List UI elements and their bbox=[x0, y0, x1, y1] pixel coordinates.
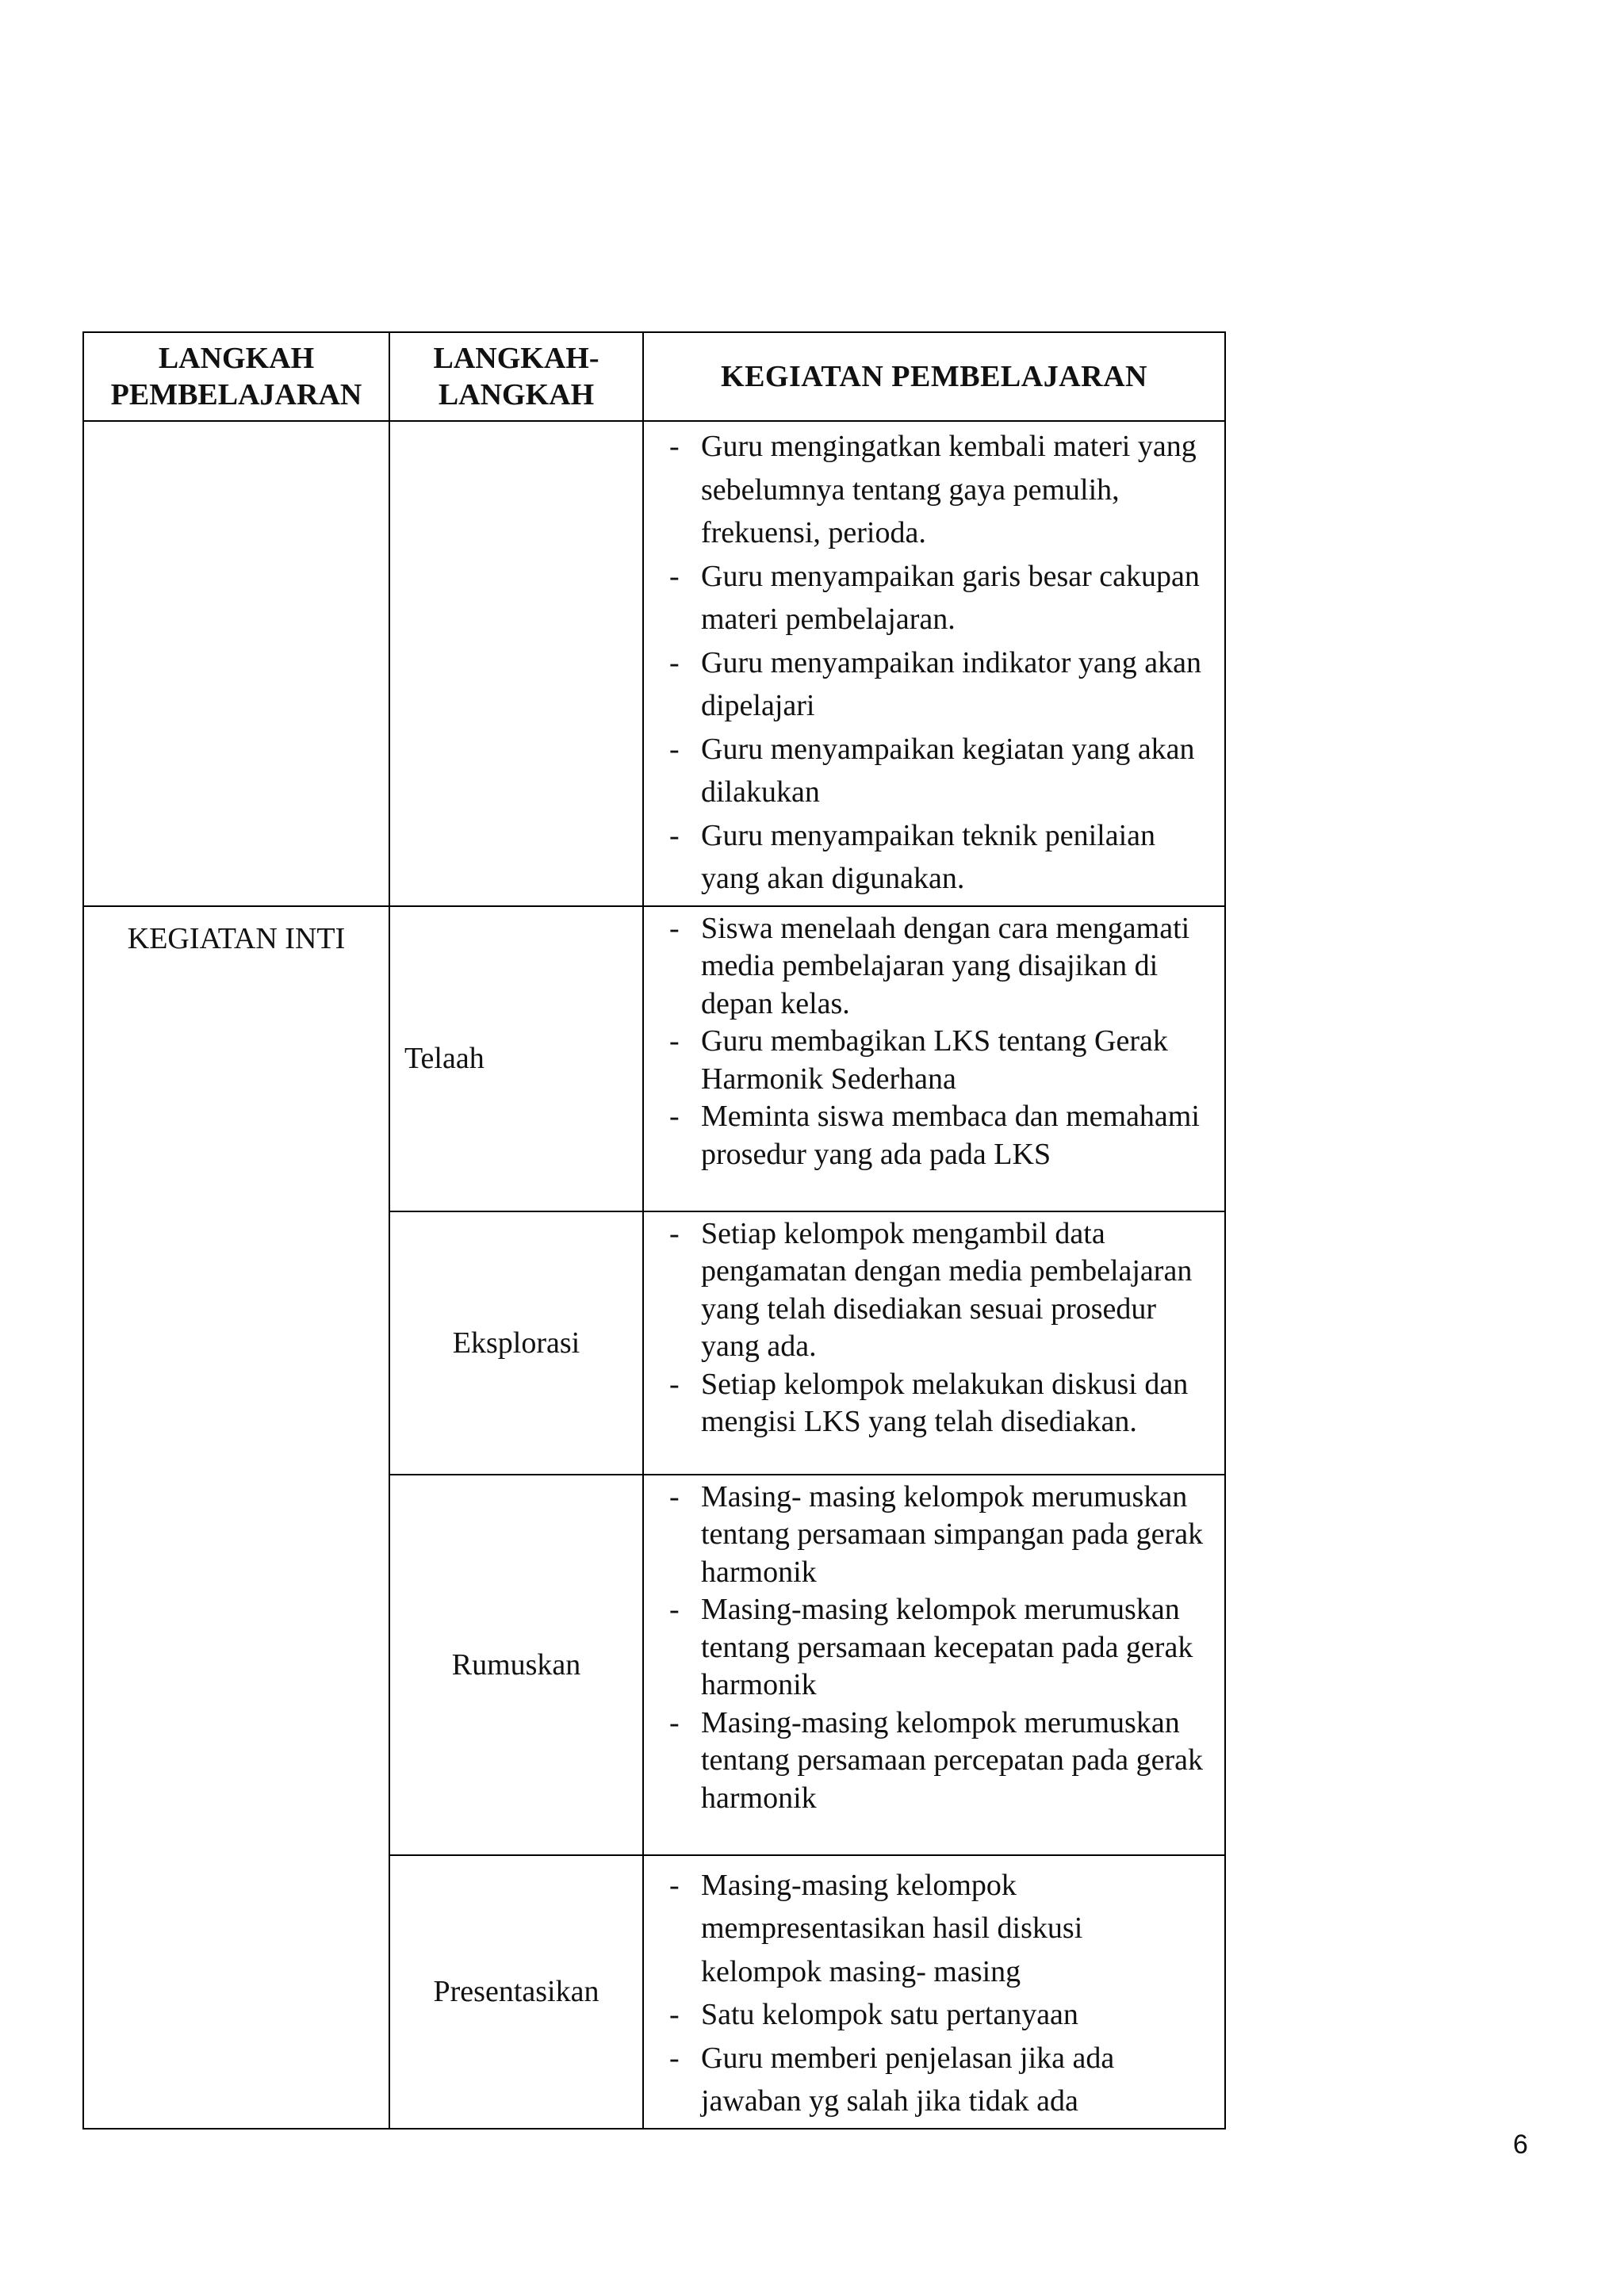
activity-item: - Guru membagikan LKS tentang Gerak Harmonik Sederhana bbox=[660, 1023, 1208, 1098]
lesson-steps-table bbox=[82, 331, 1226, 2130]
activity-item: - Guru menyampaikan indikator yang akan dipelajari bbox=[660, 641, 1208, 728]
activity-item: - Masing-masing kelompok merumuskan tentang persamaan percepatan pada gerak harmonik bbox=[660, 1705, 1208, 1818]
step-cell bbox=[389, 421, 643, 906]
activity-item: - Meminta siswa membaca dan memahami prosedur yang ada pada LKS bbox=[660, 1098, 1208, 1173]
phase-cell-kegiatan-inti: KEGIATAN INTI bbox=[83, 906, 389, 2129]
table-header-row bbox=[83, 332, 1225, 421]
activity-item: - Masing-masing kelompok merumuskan tentang persamaan kecepatan pada gerak harmonik bbox=[660, 1591, 1208, 1705]
activity-list bbox=[644, 907, 1224, 1179]
activity-item: - Guru menyampaikan kegiatan yang akan dilakukan bbox=[660, 728, 1208, 814]
activity-item: - Setiap kelompok melakukan diskusi dan mengisi LKS yang telah disediakan. bbox=[660, 1366, 1208, 1441]
phase-cell bbox=[83, 421, 389, 906]
header-langkah-pembelajaran: LANGKAH PEMBELAJARAN bbox=[83, 332, 389, 421]
table-row bbox=[83, 906, 1225, 1211]
activity-item: - Guru memberi penjelasan jika ada jawaban yg salah jika tidak ada bbox=[660, 2037, 1208, 2123]
activity-item: - Satu kelompok satu pertanyaan bbox=[660, 1993, 1208, 2037]
activity-item: - Guru menyampaikan garis besar cakupan materi pembelajaran. bbox=[660, 555, 1208, 641]
step-cell-telaah: Telaah bbox=[389, 906, 643, 1211]
page-number: 6 bbox=[1513, 2130, 1528, 2160]
activity-list bbox=[644, 1475, 1224, 1823]
activities-cell bbox=[643, 906, 1225, 1211]
activity-item: - Guru mengingatkan kembali materi yang sebelumnya tentang gaya pemulih, frekuensi, perioda. bbox=[660, 425, 1208, 555]
step-cell-eksplorasi: Eksplorasi bbox=[389, 1211, 643, 1475]
header-langkah-langkah: LANGKAH- LANGKAH bbox=[389, 332, 643, 421]
activity-item: - Setiap kelompok mengambil data pengamatan dengan media pembelajaran yang telah disediakan sesuai prosedur yang ada. bbox=[660, 1215, 1208, 1366]
activity-list bbox=[644, 422, 1224, 905]
activities-cell bbox=[643, 1211, 1225, 1475]
activities-cell bbox=[643, 1855, 1225, 2129]
activity-item: - Siswa menelaah dengan cara mengamati media pembelajaran yang disajikan di depan kelas. bbox=[660, 910, 1208, 1024]
activity-item: - Masing-masing kelompok mempresentasikan hasil diskusi kelompok masing- masing bbox=[660, 1864, 1208, 1994]
step-cell-presentasikan: Presentasikan bbox=[389, 1855, 643, 2129]
activity-list bbox=[644, 1212, 1224, 1446]
activity-list bbox=[644, 1856, 1224, 2128]
activities-cell bbox=[643, 421, 1225, 906]
activity-item: - Guru menyampaikan teknik penilaian yang akan digunakan. bbox=[660, 814, 1208, 901]
activities-cell bbox=[643, 1475, 1225, 1855]
header-kegiatan-pembelajaran: KEGIATAN PEMBELAJARAN bbox=[643, 332, 1225, 421]
table-row bbox=[83, 421, 1225, 906]
step-cell-rumuskan: Rumuskan bbox=[389, 1475, 643, 1855]
activity-item: - Masing- masing kelompok merumuskan tentang persamaan simpangan pada gerak harmonik bbox=[660, 1479, 1208, 1592]
